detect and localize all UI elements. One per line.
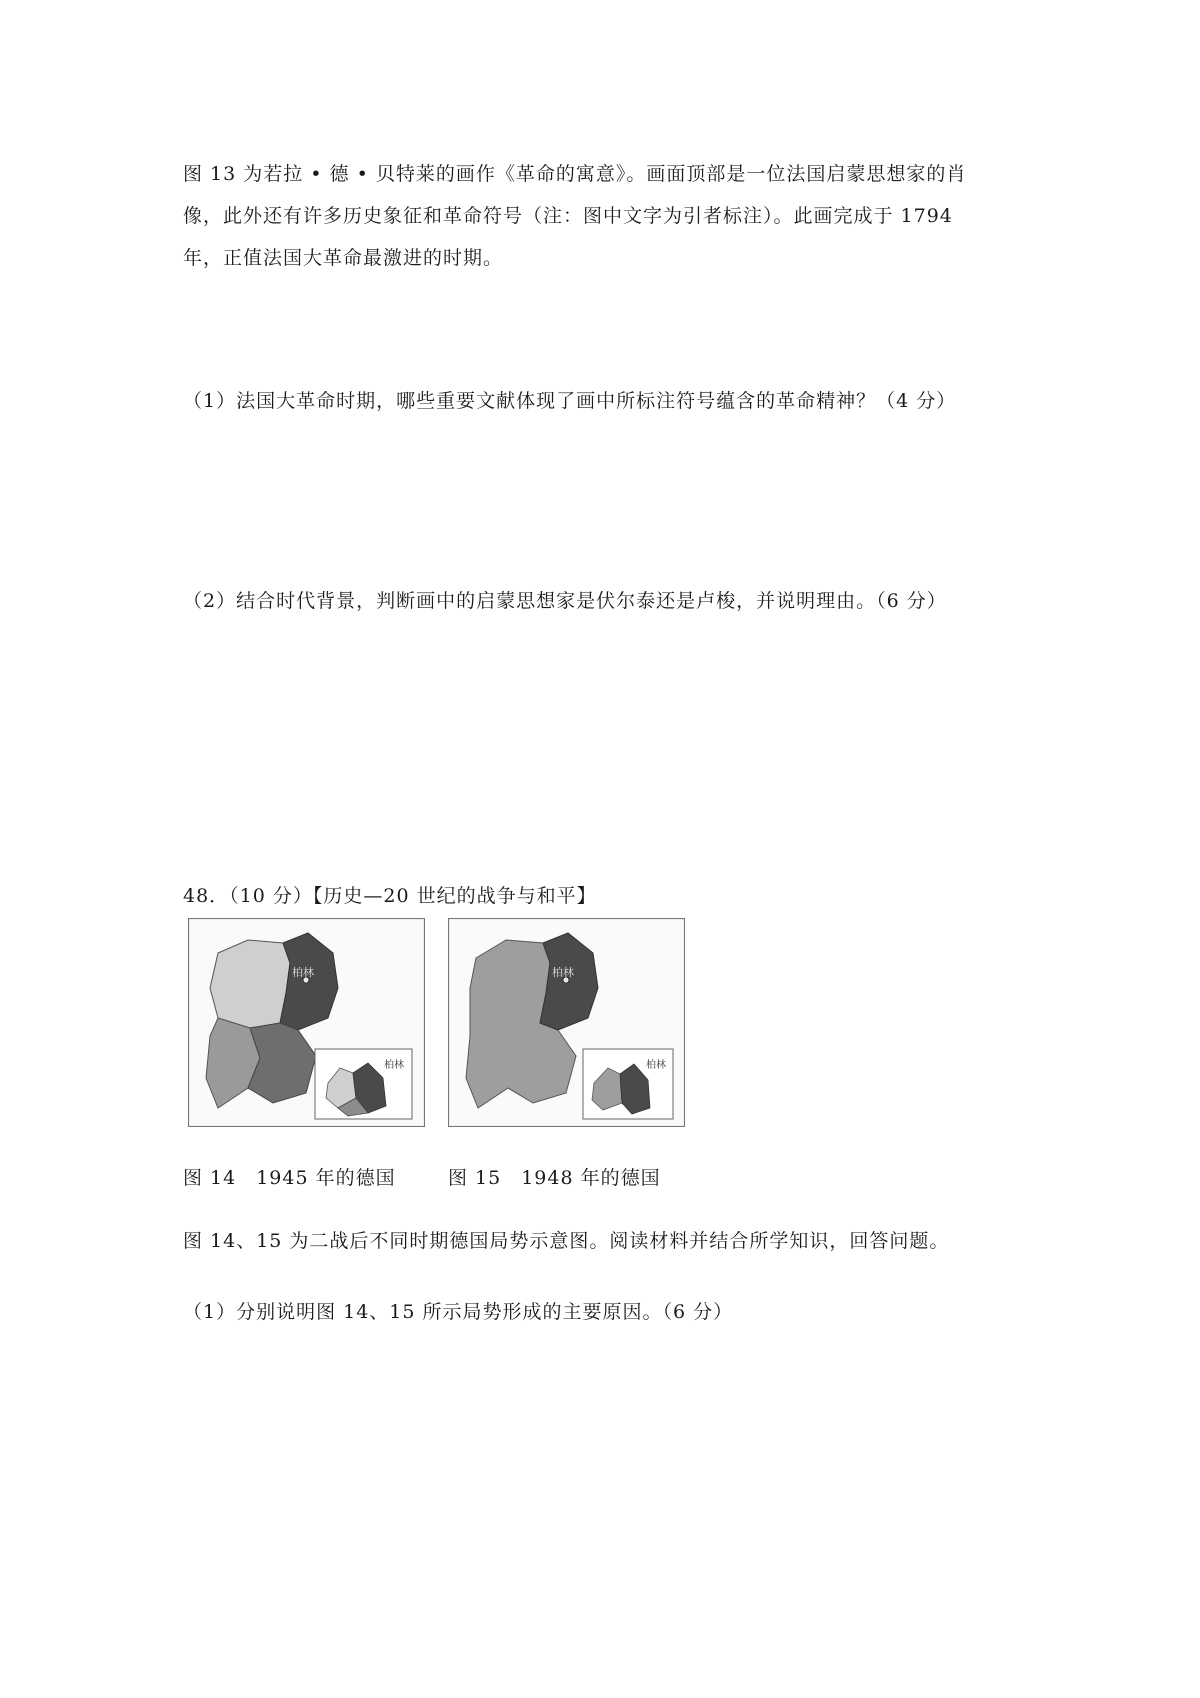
british-zone	[210, 940, 290, 1028]
q47-intro-line: 图 13 为若拉 • 德 • 贝特莱的画作《革命的寓意》。画面顶部是一位法国启蒙思想家的肖	[183, 163, 967, 185]
figure-15-berlin-label: 柏林	[552, 966, 574, 979]
figure-15-map	[448, 918, 685, 1127]
figure-14-map	[188, 918, 425, 1127]
figure-15-caption: 图 15 1948 年的德国	[448, 1167, 661, 1189]
q47-intro-paragraph	[183, 153, 1033, 279]
q47-subquestion-1: （1）法国大革命时期，哪些重要文献体现了画中所标注符号蕴含的革命精神？（4 分）	[183, 390, 957, 412]
q48-heading: 48．（10 分）【历史—20 世纪的战争与和平】	[183, 885, 597, 907]
q47-intro-line: 年，正值法国大革命最激进的时期。	[183, 247, 504, 269]
figure-15-inset-label: 柏林	[646, 1060, 666, 1071]
q48-intro: 图 14、15 为二战后不同时期德国局势示意图。阅读材料并结合所学知识，回答问题。	[183, 1230, 950, 1252]
q48-subquestion-1: （1）分别说明图 14、15 所示局势形成的主要原因。（6 分）	[183, 1301, 734, 1323]
figure-14-caption: 图 14 1945 年的德国	[183, 1167, 396, 1189]
figure-14-berlin-label: 柏林	[292, 966, 314, 979]
figure-captions	[183, 1157, 661, 1199]
figure-14-inset-label: 柏林	[384, 1060, 404, 1071]
q47-intro-line: 像，此外还有许多历史象征和革命符号（注：图中文字为引者标注）。此画完成于 1794	[183, 205, 953, 227]
q47-subquestion-2: （2）结合时代背景，判断画中的启蒙思想家是伏尔泰还是卢梭，并说明理由。（6 分）	[183, 590, 947, 612]
